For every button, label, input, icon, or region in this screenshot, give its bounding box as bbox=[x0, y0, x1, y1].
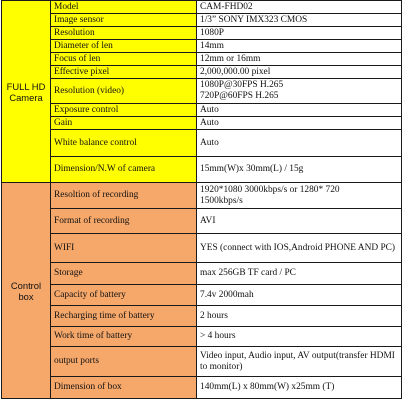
row-label: Image sensor bbox=[51, 14, 197, 27]
group-control-line1: Control bbox=[10, 279, 42, 291]
table-row bbox=[2, 157, 402, 183]
table-row bbox=[2, 183, 402, 209]
row-value bbox=[197, 79, 402, 104]
row-label: Model bbox=[51, 1, 197, 14]
row-value: 12mm or 16mm bbox=[197, 53, 402, 66]
group-control-cell bbox=[2, 183, 51, 399]
table-row bbox=[2, 1, 402, 14]
row-value: 7.4v 2000mah bbox=[197, 285, 402, 306]
table-row bbox=[2, 117, 402, 130]
table-row bbox=[2, 104, 402, 117]
table-row bbox=[2, 327, 402, 347]
row-value: Auto bbox=[197, 117, 402, 130]
row-value: Video input, Audio input, AV output(transfer HDMI to monitor) bbox=[197, 347, 402, 377]
row-label: White balance control bbox=[51, 130, 197, 157]
table-row bbox=[2, 263, 402, 285]
row-label: Resoltion of recording bbox=[51, 183, 197, 209]
row-value-line: 1920*1080 3000kbps/s or 1280* 720 bbox=[200, 184, 340, 195]
group-camera-line1: FULL HD bbox=[6, 80, 46, 92]
spec-sheet bbox=[1, 0, 401, 399]
row-value: AVI bbox=[197, 209, 402, 234]
row-label: Diameter of len bbox=[51, 40, 197, 53]
row-label: Capacity of battery bbox=[51, 285, 197, 306]
row-label: Work time of battery bbox=[51, 327, 197, 347]
row-value: 2,000,000.00 pixel bbox=[197, 66, 402, 79]
row-value-line: 1080P@30FPS H.265 bbox=[200, 80, 284, 90]
row-value: Auto bbox=[197, 104, 402, 117]
row-value-line: 1500kbps/s bbox=[200, 195, 243, 206]
row-value: 140mm(L) x 80mm(W) x25mm (T) bbox=[197, 377, 402, 399]
row-label: Format of recording bbox=[51, 209, 197, 234]
table-row bbox=[2, 14, 402, 27]
row-label: Gain bbox=[51, 117, 197, 130]
group-control-line2: box bbox=[18, 290, 34, 302]
spec-table bbox=[1, 0, 402, 399]
row-label: WIFI bbox=[51, 234, 197, 263]
row-label: Effective pixel bbox=[51, 66, 197, 79]
row-label: Storage bbox=[51, 263, 197, 285]
row-label: output ports bbox=[51, 347, 197, 377]
row-value bbox=[197, 183, 402, 209]
row-label: Exposure control bbox=[51, 104, 197, 117]
table-row bbox=[2, 347, 402, 377]
row-label: Resolution bbox=[51, 27, 197, 40]
table-row bbox=[2, 130, 402, 157]
group-camera-line2: Camera bbox=[9, 91, 43, 103]
row-value: 1080P bbox=[197, 27, 402, 40]
row-value: max 256GB TF card / PC bbox=[197, 263, 402, 285]
table-row bbox=[2, 40, 402, 53]
row-value: 1/3” SONY IMX323 CMOS bbox=[197, 14, 402, 27]
row-label: Resolution (video) bbox=[51, 79, 197, 104]
table-row bbox=[2, 27, 402, 40]
table-row bbox=[2, 79, 402, 104]
row-value: 14mm bbox=[197, 40, 402, 53]
row-value: Auto bbox=[197, 130, 402, 157]
row-label: Dimension/N.W of camera bbox=[51, 157, 197, 183]
row-value: 2 hours bbox=[197, 306, 402, 327]
row-value: YES (connect with IOS,Android PHONE AND PC) bbox=[197, 234, 402, 263]
table-row bbox=[2, 66, 402, 79]
table-row bbox=[2, 285, 402, 306]
row-label: Recharging time of battery bbox=[51, 306, 197, 327]
row-value: 15mm(W)x 30mm(L) / 15g bbox=[197, 157, 402, 183]
table-row bbox=[2, 234, 402, 263]
row-value: > 4 hours bbox=[197, 327, 402, 347]
row-label: Focus of len bbox=[51, 53, 197, 66]
row-value: CAM-FHD02 bbox=[197, 1, 402, 14]
table-row bbox=[2, 53, 402, 66]
table-row bbox=[2, 377, 402, 399]
group-camera-cell bbox=[2, 1, 51, 183]
row-value-line: 720P@60FPS H.265 bbox=[200, 91, 279, 101]
row-label: Dimension of box bbox=[51, 377, 197, 399]
table-row bbox=[2, 209, 402, 234]
table-row bbox=[2, 306, 402, 327]
